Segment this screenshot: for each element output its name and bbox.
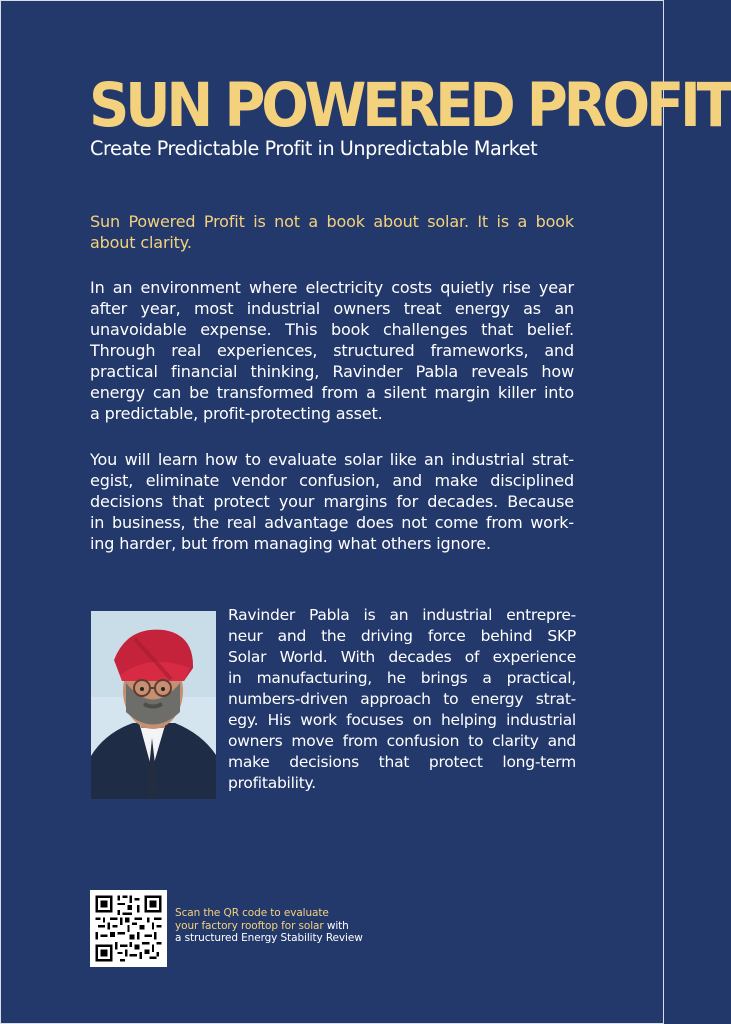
- paragraph-line: a predictable, profit-protecting asset.: [90, 404, 383, 423]
- qr-line-three: a structured Energy Stability Review: [175, 932, 363, 944]
- qr-line-two: [175, 920, 425, 933]
- author-bio: [228, 605, 576, 794]
- bio-line: Ravinder Pabla is an industrial entrepre-: [228, 606, 576, 624]
- bio-line: make decisions that protect long-term: [228, 753, 576, 771]
- qr-highlight-text: your factory rooftop for solar: [175, 919, 324, 932]
- paragraph-line: practical financial thinking, Ravinder Pabla reveals how: [90, 362, 574, 381]
- bio-line: owners move from confusion to clarity and: [228, 732, 576, 750]
- bio-line: Solar World. With decades of experience: [228, 648, 576, 666]
- paragraph-line: You will learn how to evaluate solar like an industrial strat-: [90, 450, 574, 469]
- paragraph-line: decisions that protect your margins for decades. Because: [90, 492, 574, 511]
- qr-line-one: Scan the QR code to evaluate: [175, 907, 329, 919]
- qr-call-to-action: [175, 907, 425, 945]
- paragraph-line: energy can be transformed from a silent margin killer into: [90, 383, 574, 402]
- description-paragraph-one: [90, 277, 574, 424]
- bio-line: in manufacturing, he brings a practical,: [228, 669, 576, 687]
- bio-line: neur and the driving force behind SKP: [228, 627, 576, 645]
- paragraph-line: in business, the real advantage does not come from work-: [90, 513, 574, 532]
- bio-line: numbers-driven approach to energy strat-: [228, 690, 576, 708]
- book-title: SUN POWERED PROFIT: [89, 71, 731, 142]
- bio-line: profitability.: [228, 774, 316, 792]
- paragraph-line: ing harder, but from managing what others ignore.: [90, 534, 491, 553]
- author-portrait-icon: [91, 611, 216, 799]
- paragraph-line: after year, most industrial owners treat energy as an: [90, 299, 574, 318]
- qr-with-text: with: [323, 919, 349, 932]
- intro-line: Sun Powered Profit is not a book about solar. It is a book: [90, 212, 574, 231]
- intro-line: about clarity.: [90, 233, 192, 252]
- book-subtitle: Create Predictable Profit in Unpredictable Market: [90, 137, 538, 160]
- intro-text: [90, 211, 574, 253]
- paragraph-line: unavoidable expense. This book challenges that belief.: [90, 320, 574, 339]
- paragraph-line: Through real experiences, structured frameworks, and: [90, 341, 574, 360]
- paragraph-line: In an environment where electricity costs quietly rise year: [90, 278, 574, 297]
- qr-code-icon[interactable]: [90, 890, 167, 967]
- bio-line: egy. His work focuses on helping industrial: [228, 711, 576, 729]
- description-paragraph-two: [90, 449, 574, 554]
- paragraph-line: egist, eliminate vendor confusion, and make disciplined: [90, 471, 574, 490]
